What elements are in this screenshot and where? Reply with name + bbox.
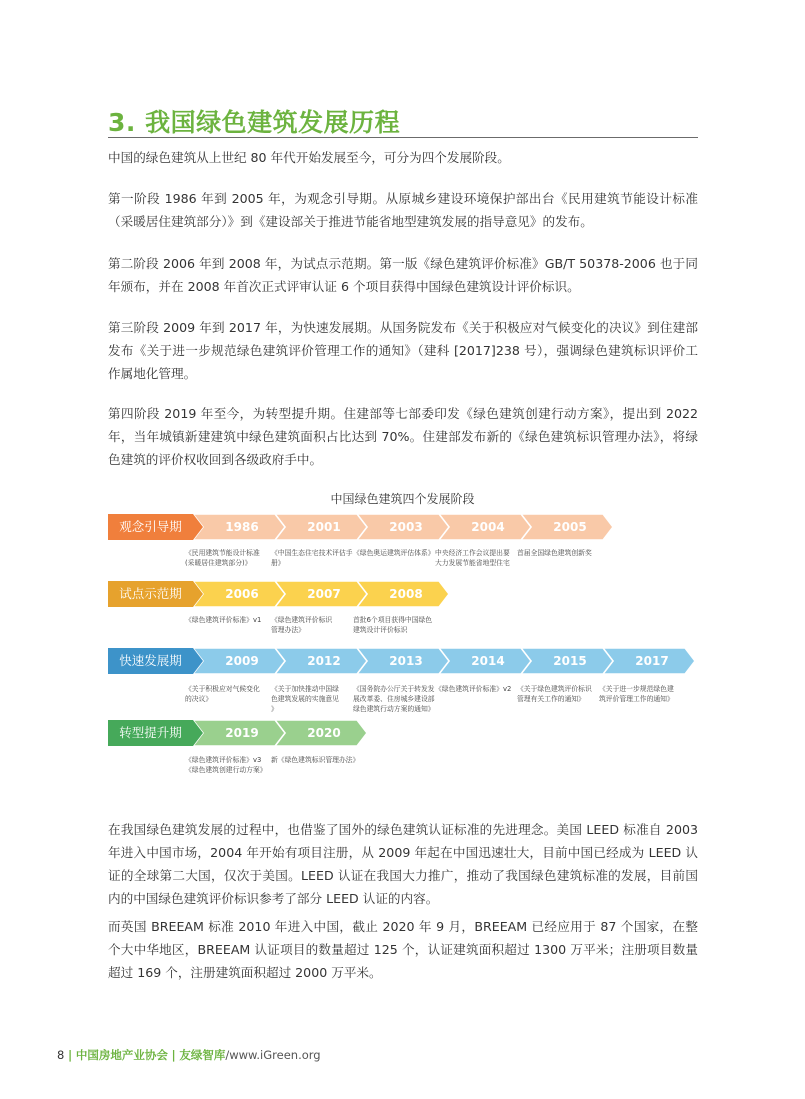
stage-label: 快速发展期 [119,653,182,668]
stage-label: 转型提升期 [119,725,182,740]
milestone-note: 新《绿色建筑标识管理办法》 [271,756,360,764]
milestone-note: 《关于加快推动中国绿 色建筑发展的实施意见 》 [271,685,339,713]
footer-separator: | [67,1048,73,1062]
intro-paragraph: 中国的绿色建筑从上世纪 80 年代开始发展至今，可分为四个发展阶段。 [108,150,510,165]
milestone-note: 《民用建筑节能设计标准 (采暖居住建筑部分)》 [185,549,260,567]
stage2-paragraph: 第二阶段 2006 年到 2008 年，为试点示范期。第一版《绿色建筑评价标准》GB/T 50378-2006 也于同年颁布，并在 2008 年首次正式评审认证 6 个项目获得中国绿色建筑设计评价标识。 [108,256,698,294]
milestone-note: 《绿色奥运建筑评估体系》 [353,549,435,557]
milestone-note: 《关于绿色建筑评价标识 管理有关工作的通知》 [517,685,592,703]
stage4-paragraph: 第四阶段 2019 年至今，为转型提升期。住建部等七部委印发《绿色建筑创建行动方案》，提出到 2022 年，当年城镇新建建筑中绿色建筑面积占比达到 70%。住建部发布新的《绿色建筑标识管理办法》，将绿色建筑的评价权收回到各级政府手中。 [108,406,698,467]
milestone-note: 《中国生态住宅技术评估手册》 [271,549,353,567]
breeam-paragraph: 而英国 BREEAM 标准 2010 年进入中国，截止 2020 年 9 月，BREEAM 已经应用于 87 个国家，在整个大中华地区，BREEAM 认证项目的数量超过 125 个，认证建筑面积超过 1300 万平米；注册项目数量超过 169 个，注册建筑面积超过 2000 万平米。 [108,919,698,980]
footer-org-name: 中国房地产业协会 [75,1048,168,1062]
year-label: 2009 [225,654,259,668]
year-label: 2020 [307,726,341,740]
year-label: 2001 [307,520,341,534]
year-label: 2014 [471,654,505,668]
footer-url[interactable]: /www.iGreen.org [225,1048,321,1062]
year-label: 2013 [389,654,423,668]
year-label: 2017 [635,654,669,668]
heading-divider [108,137,698,138]
stage1-paragraph: 第一阶段 1986 年到 2005 年，为观念引导期。从原城乡建设环境保护部出台《民用建筑节能设计标准（采暖居住建筑部分）》到《建设部关于推进节能省地型建筑发展的指导意见》的发布。 [108,191,698,229]
milestone-note: 《国务院办公厅关于转发发 展改革委、住房城乡建设部 绿色建筑行动方案的通知》 [353,685,435,713]
section-heading: 3. 我国绿色建筑发展历程 [108,108,401,137]
year-label: 1986 [225,520,259,534]
page-number: 8 [57,1048,65,1062]
page-footer [57,1047,321,1063]
year-label: 2019 [225,726,259,740]
year-label: 2012 [307,654,341,668]
year-label: 2005 [553,520,587,534]
stage-label: 试点示范期 [119,586,182,601]
footer-separator-2: | [171,1048,176,1062]
stage-label: 观念引导期 [119,519,182,534]
milestone-note: 《绿色建筑评价标识 管理办法》 [271,616,333,634]
milestone-note: 《绿色建筑评价标准》v2 [435,685,512,693]
milestone-note: 首批6个项目获得中国绿色 建筑设计评价标识 [353,616,433,634]
year-label: 2003 [389,520,423,534]
leed-paragraph: 在我国绿色建筑发展的过程中，也借鉴了国外的绿色建筑认证标准的先进理念。美国 LEED 标准自 2003 年进入中国市场，2004 年开始有项目注册，从 2009 年起在中国迅速壮大，目前中国已经成为 LEED 认证的全球第二大国，仅次于美国。LEED 认证在我国大力推广，推动了我国绿色建筑标准的发展，目前国内的中国绿色建筑评价标识参考了部分 LEED 认证的内容。 [108,822,698,906]
year-label: 2008 [389,587,423,601]
milestone-note: 《关于进一步规范绿色建 筑评价管理工作的通知》 [599,685,674,703]
diagram-title: 中国绿色建筑四个发展阶段 [330,492,475,506]
milestone-note: 《绿色建筑评价标准》v1 [185,616,262,624]
year-label: 2004 [471,520,505,534]
milestone-note: 中央经济工作会议提出要 大力发展节能省地型住宅 [435,549,510,567]
milestone-note: 《关于积极应对气候变化 的决议》 [185,685,260,703]
footer-think-tank: 友绿智库 [179,1048,226,1062]
milestone-note: 《绿色建筑评价标准》v3 《绿色建筑创建行动方案》 [185,756,267,774]
year-label: 2006 [225,587,259,601]
milestone-note: 首届全国绿色建筑创新奖 [517,549,592,557]
stage3-paragraph: 第三阶段 2009 年到 2017 年，为快速发展期。从国务院发布《关于积极应对气候变化的决议》到住建部发布《关于进一步规范绿色建筑评价管理工作的通知》（建科 [2017]238 号），强调绿色建筑标识评价工作属地化管理。 [108,320,698,381]
year-label: 2007 [307,587,341,601]
year-label: 2015 [553,654,587,668]
